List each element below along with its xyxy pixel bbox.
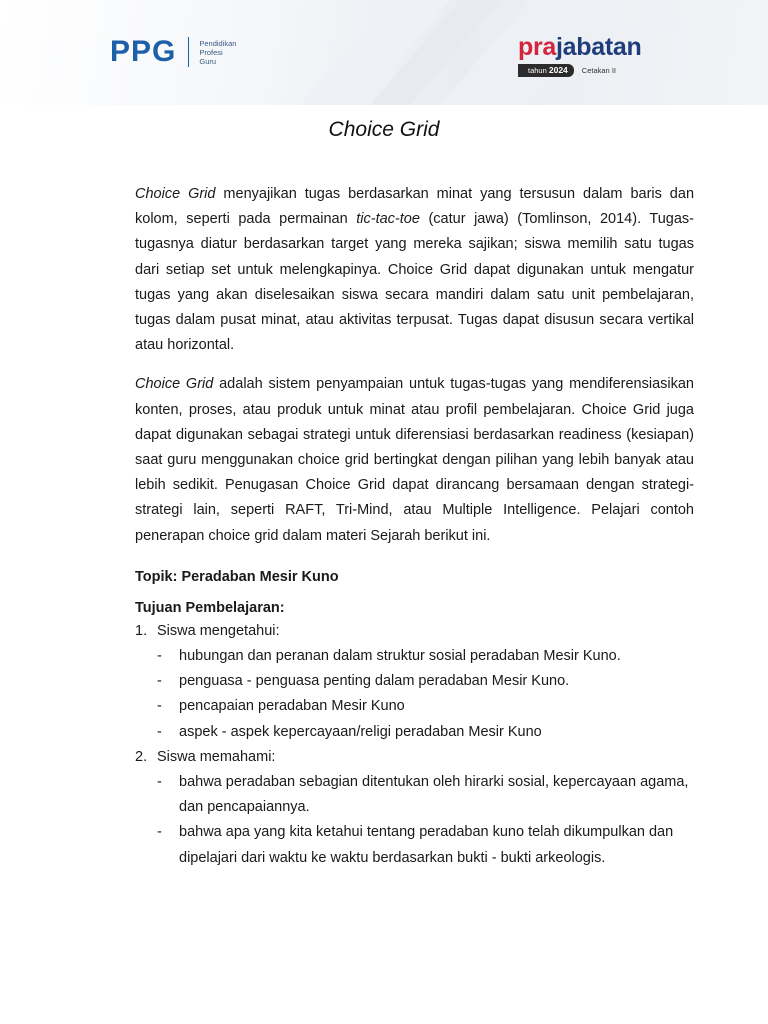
sub-list-text: pencapaian peradaban Mesir Kuno xyxy=(179,698,405,715)
sub-list-text: penguasa - penguasa penting dalam peradaban Mesir Kuno. xyxy=(179,673,570,690)
objectives-heading: Tujuan Pembelajaran: xyxy=(135,599,285,616)
sub-list-text: aspek - aspek kepercayaan/religi peradaban Mesir Kuno xyxy=(179,723,542,740)
page-title: Choice Grid xyxy=(328,118,440,141)
list-item xyxy=(135,619,694,644)
sub-list-item xyxy=(135,669,694,694)
page-header xyxy=(0,0,768,105)
objectives-list xyxy=(135,619,694,871)
paragraph-lead-term: Choice Grid xyxy=(135,376,214,393)
sub-list-text: bahwa apa yang kita ketahui tentang peradaban kuno telah dikumpulkan dan dipelajari dari waktu ke waktu berdasarkan bukti - bukti arkeologis. xyxy=(179,824,674,866)
prajabatan-title-rest: jabatan xyxy=(556,33,642,61)
dash-bullet: - xyxy=(157,723,162,740)
list-label: Siswa memahami: xyxy=(157,748,276,765)
sub-list-item xyxy=(135,644,694,669)
prajabatan-title xyxy=(518,34,641,60)
ppg-sub-line: Profesi xyxy=(199,47,223,57)
paragraph-text: (catur jawa) (Tomlinson, 2014). Tugas-tugasnya diatur berdasarkan target yang mereka sajikan; siswa memilih satu tugas dari setiap set untuk melengkapinya. Choice Grid dapat digunakan untuk mengatur tugas yang akan diselesaikan siswa secara mandiri dalam satu unit pembelajaran, tugas dalam pusat minat, atau aktivitas terpusat. Tugas dapat disusun secara vertikal atau horizontal. xyxy=(135,211,694,354)
prajabatan-title-pra: pra xyxy=(518,33,557,61)
ppg-logo-subtitle xyxy=(199,39,236,66)
sub-list-item xyxy=(135,820,694,870)
prajabatan-subrow xyxy=(518,64,641,77)
prajabatan-edition: Cetakan II xyxy=(581,66,616,75)
sub-list-item xyxy=(135,694,694,719)
paragraph-italic-term: tic-tac-toe xyxy=(356,211,420,228)
paragraph-definition xyxy=(135,372,694,548)
sub-list-text: hubungan dan peranan dalam struktur sosial peradaban Mesir Kuno. xyxy=(179,648,621,665)
paragraph-intro xyxy=(135,182,694,358)
sub-list-item xyxy=(135,720,694,745)
paragraph-text: adalah sistem penyampaian untuk tugas-tugas yang mendiferensiasikan konten, proses, atau produk untuk minat atau profil pembelajaran. Choice Grid juga dapat digunakan sebagai strategi untuk diferensiasi berdasarkan readiness (kesiapan) saat guru menggunakan choice grid bertingkat dengan pilihan yang lebih banyak atau lebih sedikit. Penugasan Choice Grid dapat dirancang bersamaan dengan strategi-strategi lain, seperti RAFT, Tri-Mind, atau Multiple Intelligence. Pelajari contoh penerapan choice grid dalam materi Sejarah berikut ini. xyxy=(135,376,694,544)
dash-bullet: - xyxy=(157,698,162,715)
sub-list-item xyxy=(135,770,694,820)
ppg-sub-line: Pendidikan xyxy=(199,38,237,48)
prajabatan-year: 2024 xyxy=(548,65,568,75)
dash-bullet: - xyxy=(157,673,162,690)
dash-bullet: - xyxy=(157,824,162,841)
list-number: 2. xyxy=(135,748,148,765)
prajabatan-year-badge xyxy=(518,64,574,77)
list-number: 1. xyxy=(135,622,148,639)
ppg-logo-divider xyxy=(188,37,189,67)
paragraph-text: menyajikan tugas berdasarkan minat yang tersusun dalam baris dan kolom, seperti pada permainan xyxy=(135,186,695,228)
prajabatan-year-prefix: tahun xyxy=(528,66,547,75)
ppg-logo-text: PPG xyxy=(110,35,177,68)
prajabatan-logo xyxy=(518,34,641,77)
list-label: Siswa mengetahui: xyxy=(157,622,280,639)
sub-list-text: bahwa peradaban sebagian ditentukan oleh hirarki sosial, kepercayaan agama, dan pencapaiannya. xyxy=(179,774,689,816)
ppg-logo xyxy=(110,37,236,67)
topic-heading: Topik: Peradaban Mesir Kuno xyxy=(135,568,339,585)
ppg-sub-line: Guru xyxy=(199,56,217,66)
document-body xyxy=(135,182,694,871)
dash-bullet: - xyxy=(157,648,162,665)
dash-bullet: - xyxy=(157,774,162,791)
list-item xyxy=(135,745,694,770)
paragraph-lead-term: Choice Grid xyxy=(135,186,216,202)
